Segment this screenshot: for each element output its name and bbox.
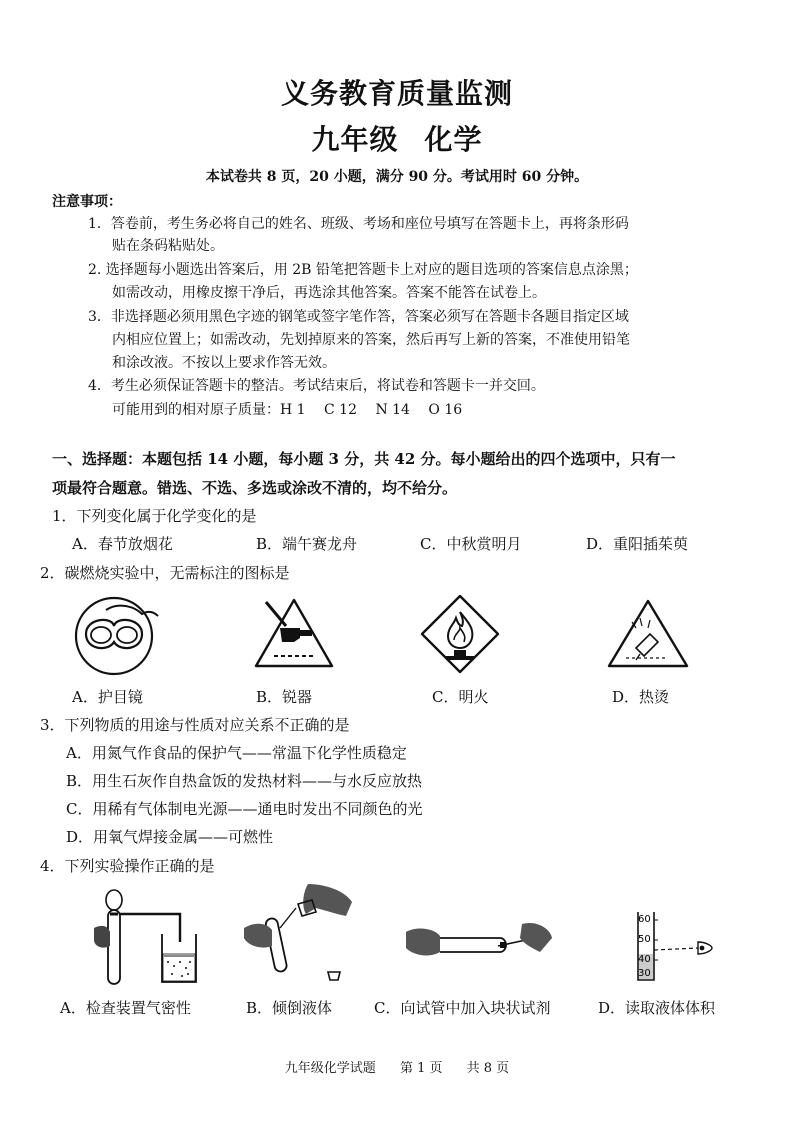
section-heading-cont: 项最符合题意。错选、不选、多选或涂改不清的，均不给分。 [52,479,458,497]
exam-info: 本试卷共 8 页，20 小题，满分 90 分。考试用时 60 分钟。 [205,169,589,185]
q4-option-a: A．检查装置气密性 [60,999,191,1017]
q4-option-c: C．向试管中加入块状试剂 [374,999,551,1017]
cylinder-tick-label: 60 [638,914,651,925]
note-line: 和涂改液。不按以上要求作答无效。 [112,355,336,371]
q4-option-b: B．倾倒液体 [246,999,333,1017]
q1-option-a: A．春节放烟花 [72,535,173,553]
exam-subtitle [0,118,794,158]
footer-total-pages: 共 8 页 [466,1061,510,1076]
note-line: 4．考生必须保证答题卡的整洁。考试结束后，将试卷和答题卡一并交回。 [88,378,545,394]
subject-label: 化学 [424,123,483,156]
q1-option-d: D．重阳插茱萸 [586,535,689,553]
goggles-icon [72,596,164,676]
question-4-stem: 4．下列实验操作正确的是 [40,857,215,875]
atomic-mass-line: 可能用到的相对原子质量：H 1 C 12 N 14 O 16 [112,402,463,418]
note-line: 2. 选择题每小题选出答案后，用 2B 铅笔把答题卡上对应的题目选项的答案信息点涂黑； [88,262,638,278]
adding-solid-reagent-illustration [404,918,554,974]
cylinder-tick-label: 30 [638,968,651,979]
question-2-stem: 2．碳燃烧实验中，无需标注的图标是 [40,564,290,582]
q3-option-c: C．用稀有气体制电光源——通电时发出不同颜色的光 [66,800,423,818]
note-line: 3．非选择题必须用黑色字迹的钢笔或签字笔作答，答案必须写在答题卡各题目指定区域 [88,309,629,325]
graduated-cylinder-illustration [632,908,716,984]
airtightness-check-illustration [88,884,200,988]
notes-heading: 注意事项： [52,194,122,210]
q2-option-d: D．热烫 [612,688,670,706]
note-line: 如需改动，用橡皮擦干净后，再选涂其他答案。答案不能答在试卷上。 [112,285,546,301]
question-1-stem: 1．下列变化属于化学变化的是 [52,507,257,525]
exam-title: 义务教育质量监测 [280,77,513,110]
q1-option-b: B．端午赛龙舟 [256,535,358,553]
q3-option-b: B．用生石灰作自热盒饭的发热材料——与水反应放热 [66,772,423,790]
q4-option-d: D．读取液体体积 [598,999,716,1017]
q3-option-d: D．用氧气焊接金属——可燃性 [66,828,274,846]
question-3-stem: 3．下列物质的用途与性质对应关系不正确的是 [40,716,350,734]
q2-option-b: B．锐器 [256,688,313,706]
hot-surface-icon [606,598,690,670]
note-line: 内相应位置上；如需改动，先划掉原来的答案，然后再写上新的答案，不准使用铅笔 [112,332,630,348]
cylinder-tick-label: 40 [638,954,651,965]
footer-title: 九年级化学试题 [284,1061,376,1076]
sharp-object-icon [252,596,336,672]
q3-option-a: A．用氮气作食品的保护气——常温下化学性质稳定 [66,744,407,762]
cylinder-tick-label: 50 [638,934,651,945]
q2-option-c: C．明火 [432,688,489,706]
section-heading: 一、选择题：本题包括 14 小题，每小题 3 分，共 42 分。每小题给出的四个选项中，只有一 [52,450,676,468]
q1-option-c: C．中秋赏明月 [420,535,522,553]
footer-page-number: 第 1 页 [399,1061,443,1076]
grade-label: 九年级 [311,123,399,156]
open-flame-icon [420,594,500,674]
pouring-liquid-illustration [240,880,360,984]
note-line: 贴在条码粘贴处。 [112,238,224,254]
page-footer [0,1057,794,1076]
note-line: 1．答卷前，考生务必将自己的姓名、班级、考场和座位号填写在答题卡上，再将条形码 [88,216,629,232]
q2-option-a: A．护目镜 [72,688,143,706]
